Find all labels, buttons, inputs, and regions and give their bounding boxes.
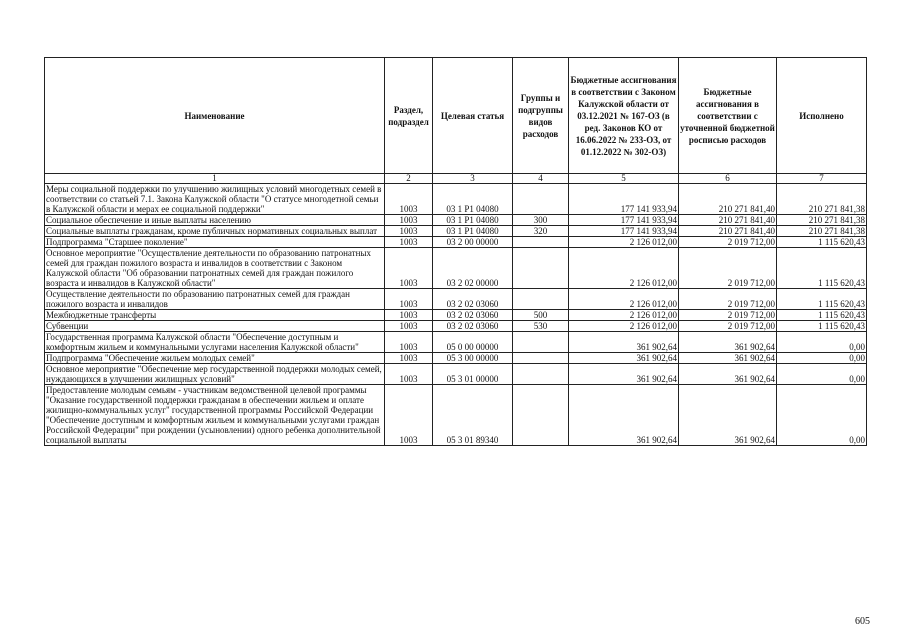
row-expense-group bbox=[513, 332, 569, 353]
row-section: 1003 bbox=[385, 353, 433, 364]
row-expense-group bbox=[513, 184, 569, 215]
row-executed: 1 115 620,43 bbox=[777, 321, 867, 332]
row-refined: 361 902,64 bbox=[679, 353, 777, 364]
table-row bbox=[45, 332, 867, 353]
row-section: 1003 bbox=[385, 226, 433, 237]
row-name: Меры социальной поддержки по улучшению жилищных условий многодетных семей в соответствии со статьей 7.1. Закона Калужской области "О статусе многодетной семьи в Калужской области и мерах ее социальной поддержки" bbox=[45, 184, 385, 215]
row-approved: 361 902,64 bbox=[569, 364, 679, 385]
row-target-article: 03 2 02 03060 bbox=[433, 289, 513, 310]
row-section: 1003 bbox=[385, 215, 433, 226]
row-refined: 2 019 712,00 bbox=[679, 237, 777, 248]
header-name: Наименование bbox=[45, 58, 385, 174]
column-number: 5 bbox=[569, 174, 679, 184]
row-refined: 210 271 841,40 bbox=[679, 226, 777, 237]
table-row bbox=[45, 353, 867, 364]
table-row bbox=[45, 321, 867, 332]
row-approved: 361 902,64 bbox=[569, 385, 679, 446]
row-expense-group: 300 bbox=[513, 215, 569, 226]
row-approved: 2 126 012,00 bbox=[569, 321, 679, 332]
budget-table bbox=[44, 57, 867, 446]
row-approved: 2 126 012,00 bbox=[569, 237, 679, 248]
table-row bbox=[45, 226, 867, 237]
row-executed: 1 115 620,43 bbox=[777, 310, 867, 321]
table-row bbox=[45, 385, 867, 446]
column-number: 6 bbox=[679, 174, 777, 184]
header-section: Раздел, подраздел bbox=[385, 58, 433, 174]
row-executed: 0,00 bbox=[777, 364, 867, 385]
header-target-article: Целевая статья bbox=[433, 58, 513, 174]
header-expense-groups: Группы и подгруппы видов расходов bbox=[513, 58, 569, 174]
row-target-article: 03 2 02 00000 bbox=[433, 248, 513, 289]
row-name: Осуществление деятельности по образованию патронатных семей для граждан пожилого возраста и инвалидов bbox=[45, 289, 385, 310]
row-target-article: 03 2 02 03060 bbox=[433, 310, 513, 321]
row-executed: 210 271 841,38 bbox=[777, 215, 867, 226]
header-refined-appropriations: Бюджетные ассигнования в соответствии с уточненной бюджетной росписью расходов bbox=[679, 58, 777, 174]
row-target-article: 05 0 00 00000 bbox=[433, 332, 513, 353]
row-target-article: 03 1 P1 04080 bbox=[433, 184, 513, 215]
row-section: 1003 bbox=[385, 248, 433, 289]
row-name: Подпрограмма "Обеспечение жильем молодых семей" bbox=[45, 353, 385, 364]
page-number: 605 bbox=[855, 616, 870, 627]
row-expense-group bbox=[513, 364, 569, 385]
row-refined: 210 271 841,40 bbox=[679, 215, 777, 226]
row-approved: 2 126 012,00 bbox=[569, 248, 679, 289]
row-refined: 361 902,64 bbox=[679, 385, 777, 446]
row-section: 1003 bbox=[385, 289, 433, 310]
row-executed: 1 115 620,43 bbox=[777, 289, 867, 310]
column-number-row bbox=[45, 174, 867, 184]
table-row bbox=[45, 310, 867, 321]
row-approved: 177 141 933,94 bbox=[569, 226, 679, 237]
row-name: Социальное обеспечение и иные выплаты населению bbox=[45, 215, 385, 226]
row-expense-group: 530 bbox=[513, 321, 569, 332]
row-target-article: 03 2 00 00000 bbox=[433, 237, 513, 248]
header-approved-appropriations: Бюджетные ассигнования в соответствии с Законом Калужской области от 03.12.2021 № 167-ОЗ (в ред. Законов КО от 16.06.2022 № 233-ОЗ, от 01.12.2022 № 302-ОЗ) bbox=[569, 58, 679, 174]
row-executed: 210 271 841,38 bbox=[777, 184, 867, 215]
column-number: 1 bbox=[45, 174, 385, 184]
row-approved: 2 126 012,00 bbox=[569, 289, 679, 310]
table-row bbox=[45, 364, 867, 385]
column-number: 4 bbox=[513, 174, 569, 184]
row-executed: 1 115 620,43 bbox=[777, 237, 867, 248]
row-expense-group: 500 bbox=[513, 310, 569, 321]
row-executed: 1 115 620,43 bbox=[777, 248, 867, 289]
row-expense-group bbox=[513, 289, 569, 310]
row-expense-group bbox=[513, 248, 569, 289]
row-expense-group bbox=[513, 385, 569, 446]
row-approved: 361 902,64 bbox=[569, 332, 679, 353]
row-target-article: 03 2 02 03060 bbox=[433, 321, 513, 332]
row-target-article: 03 1 P1 04080 bbox=[433, 215, 513, 226]
row-approved: 177 141 933,94 bbox=[569, 184, 679, 215]
row-refined: 2 019 712,00 bbox=[679, 248, 777, 289]
row-approved: 177 141 933,94 bbox=[569, 215, 679, 226]
row-executed: 210 271 841,38 bbox=[777, 226, 867, 237]
row-name: Государственная программа Калужской области "Обеспечение доступным и комфортным жильем и коммунальными услугами населения Калужской области" bbox=[45, 332, 385, 353]
row-name: Основное мероприятие "Обеспечение мер государственной поддержки молодых семей, нуждающихся в улучшении жилищных условий" bbox=[45, 364, 385, 385]
row-refined: 2 019 712,00 bbox=[679, 310, 777, 321]
row-section: 1003 bbox=[385, 310, 433, 321]
row-name: Социальные выплаты гражданам, кроме публичных нормативных социальных выплат bbox=[45, 226, 385, 237]
row-approved: 2 126 012,00 bbox=[569, 310, 679, 321]
row-name: Межбюджетные трансферты bbox=[45, 310, 385, 321]
row-expense-group: 320 bbox=[513, 226, 569, 237]
row-target-article: 03 1 P1 04080 bbox=[433, 226, 513, 237]
row-section: 1003 bbox=[385, 385, 433, 446]
row-refined: 361 902,64 bbox=[679, 364, 777, 385]
row-executed: 0,00 bbox=[777, 353, 867, 364]
row-section: 1003 bbox=[385, 321, 433, 332]
row-executed: 0,00 bbox=[777, 385, 867, 446]
header-row bbox=[45, 58, 867, 174]
column-number: 3 bbox=[433, 174, 513, 184]
row-refined: 2 019 712,00 bbox=[679, 321, 777, 332]
row-section: 1003 bbox=[385, 364, 433, 385]
row-name: Субвенции bbox=[45, 321, 385, 332]
row-refined: 361 902,64 bbox=[679, 332, 777, 353]
table-row bbox=[45, 237, 867, 248]
row-approved: 361 902,64 bbox=[569, 353, 679, 364]
row-name: Подпрограмма "Старшее поколение" bbox=[45, 237, 385, 248]
row-target-article: 05 3 01 00000 bbox=[433, 364, 513, 385]
row-name: Основное мероприятие "Осуществление деятельности по образованию патронатных семей для граждан пожилого возраста и инвалидов в соответствии с Законом Калужской области "Об образовании патронатных семей для граждан пожилого возраста и инвалидов в Калужской области" bbox=[45, 248, 385, 289]
row-section: 1003 bbox=[385, 237, 433, 248]
table-row bbox=[45, 289, 867, 310]
row-expense-group bbox=[513, 353, 569, 364]
row-section: 1003 bbox=[385, 184, 433, 215]
row-executed: 0,00 bbox=[777, 332, 867, 353]
budget-sheet bbox=[44, 57, 867, 446]
table-row bbox=[45, 184, 867, 215]
row-expense-group bbox=[513, 237, 569, 248]
row-refined: 2 019 712,00 bbox=[679, 289, 777, 310]
row-section: 1003 bbox=[385, 332, 433, 353]
column-number: 2 bbox=[385, 174, 433, 184]
column-number: 7 bbox=[777, 174, 867, 184]
table-row bbox=[45, 215, 867, 226]
row-target-article: 05 3 01 89340 bbox=[433, 385, 513, 446]
row-target-article: 05 3 00 00000 bbox=[433, 353, 513, 364]
row-refined: 210 271 841,40 bbox=[679, 184, 777, 215]
row-name: Предоставление молодым семьям - участникам ведомственной целевой программы "Оказание государственной поддержки гражданам в обеспечении жильем и оплате жилищно-коммунальных услуг" государственной программы Российской Федерации "Обеспечение доступным и комфортным жильем и коммунальными услугами граждан Российской Федерации" при рождении (усыновлении) одного ребенка дополнительной социальной выплаты bbox=[45, 385, 385, 446]
header-executed: Исполнено bbox=[777, 58, 867, 174]
table-row bbox=[45, 248, 867, 289]
